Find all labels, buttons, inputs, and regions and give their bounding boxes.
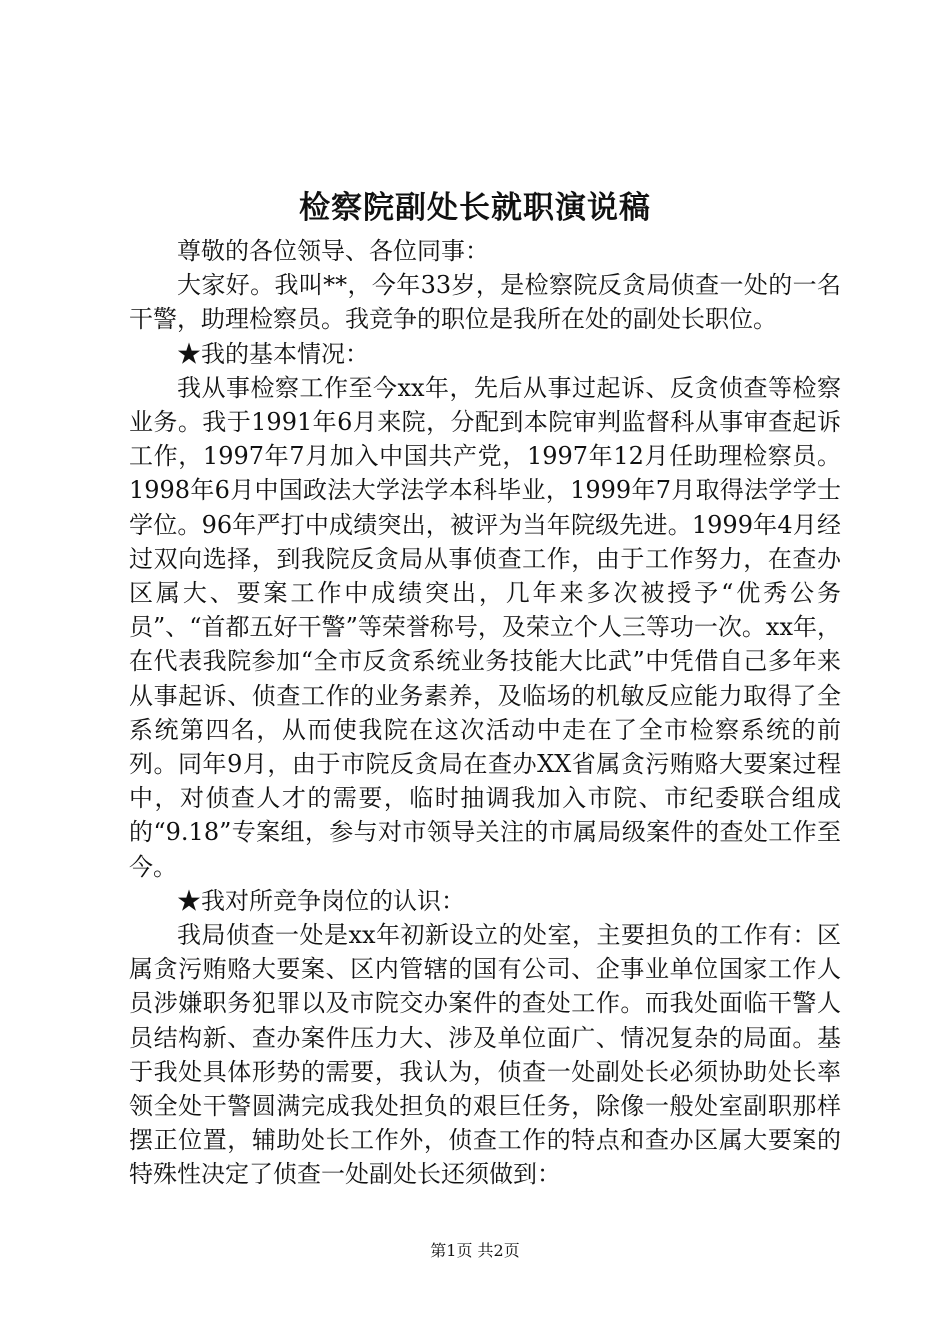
greeting-paragraph: 大家好。我叫**，今年33岁，是检察院反贪局侦查一处的一名干警，助理检察员。我竞争的职位是我所在处的副处长职位。 <box>129 271 841 334</box>
section-heading-position: ★我对所竞争岗位的认识： <box>177 886 465 915</box>
section-heading-basic-info: ★我的基本情况： <box>177 339 369 368</box>
page-footer: 第1页 共2页 <box>430 1241 520 1260</box>
document-body <box>129 234 841 1192</box>
position-paragraph: 我局侦查一处是xx年初新设立的处室，主要担负的工作有：区属贪污贿赂大要案、区内管辖的国有公司、企事业单位国家工作人员涉嫌职务犯罪以及市院交办案件的查处工作。而我处面临干警人员结构新、查办案件压力大、涉及单位面广、情况复杂的局面。基于我处具体形势的需要，我认为，侦查一处副处长必须协助处长率领全处干警圆满完成我处担负的艰巨任务，除像一般处室副职那样摆正位置，辅助处长工作外，侦查工作的特点和查办区属大要案的特殊性决定了侦查一处副处长还须做到： <box>129 921 841 1189</box>
basic-info-paragraph: 我从事检察工作至今xx年，先后从事过起诉、反贪侦查等检察业务。我于1991年6月来院，分配到本院审判监督科从事审查起诉工作，1997年7月加入中国共产党，1997年12月任助理检察员。1998年6月中国政法大学法学本科毕业，1999年7月取得法学学士学位。96年严打中成绩突出，被评为当年院级先进。1999年4月经过双向选择，到我院反贪局从事侦查工作，由于工作努力，在查办区属大、要案工作中成绩突出，几年来多次被授予“优秀公务员”、“首都五好干警”等荣誉称号，及荣立个人三等功一次。xx年，在代表我院参加“全市反贪系统业务技能大比武”中凭借自己多年来从事起诉、侦查工作的业务素养，及临场的机敏反应能力取得了全系统第四名，从而使我院在这次活动中走在了全市检察系统的前列。同年9月，由于市院反贪局在查办XX省属贪污贿赂大要案过程中，对侦查人才的需要，临时抽调我加入市院、市纪委联合组成的“9.18”专案组，参与对市领导关注的市属局级案件的查处工作至今。 <box>129 373 841 881</box>
salutation-paragraph: 尊敬的各位领导、各位同事： <box>177 237 489 265</box>
document-title: 检察院副处长就职演说稿 <box>299 190 651 226</box>
